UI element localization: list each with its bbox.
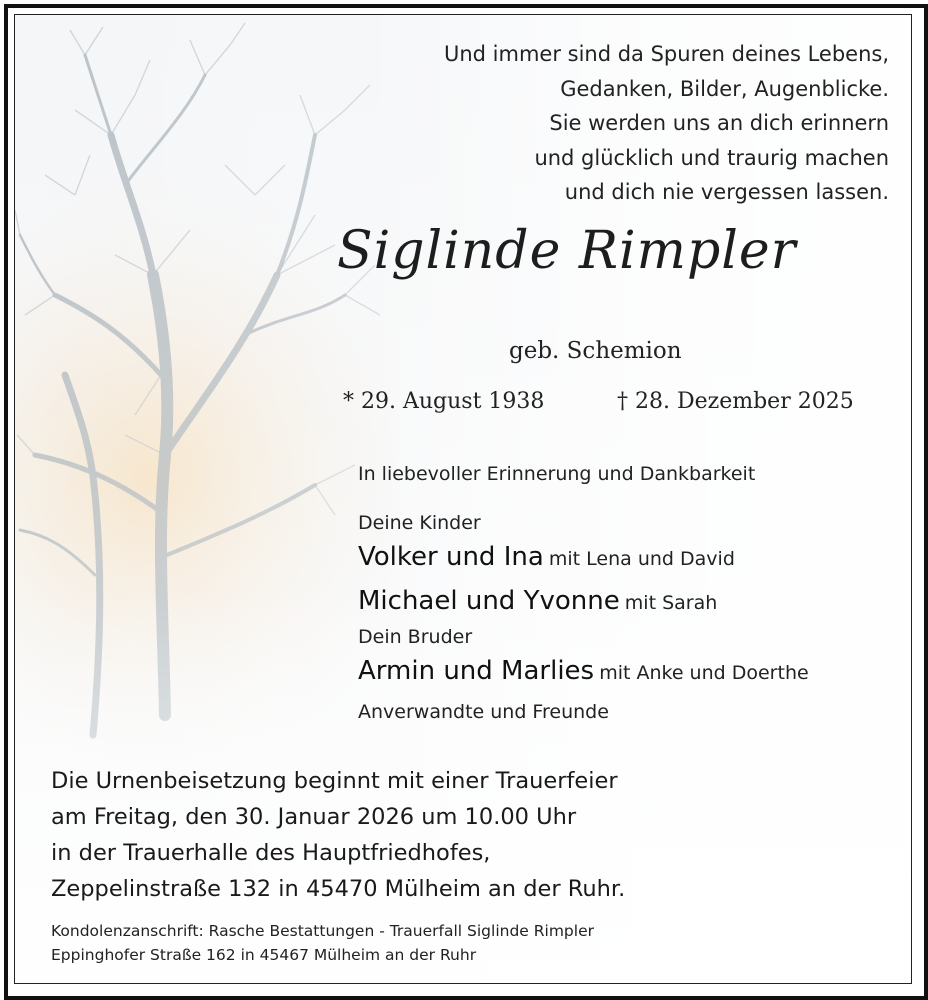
- family-entry: [358, 586, 717, 616]
- family-entry: [358, 656, 809, 686]
- ceremony-line: Zeppelinstraße 132 in 45470 Mülheim an der Ruhr.: [51, 876, 626, 902]
- family-with: mit Anke und Doerthe: [599, 662, 809, 684]
- condolence-line: Eppinghofer Straße 162 in 45467 Mülheim an der Ruhr: [51, 946, 477, 964]
- deceased-name: Siglinde Rimpler: [337, 221, 797, 281]
- ceremony-info: [51, 763, 625, 907]
- family-names: Volker und Ina: [358, 542, 544, 572]
- family-entry: [358, 542, 735, 572]
- family-names: Michael und Yvonne: [358, 586, 620, 616]
- brother-label: Dein Bruder: [358, 626, 473, 648]
- family-with: mit Sarah: [624, 592, 718, 614]
- children-label: Deine Kinder: [358, 512, 481, 534]
- poem-line: und glücklich und traurig machen: [534, 145, 889, 170]
- ceremony-line: am Freitag, den 30. Januar 2026 um 10.00 Uhr: [51, 804, 577, 830]
- ceremony-line: Die Urnenbeisetzung beginnt mit einer Trauerfeier: [51, 768, 618, 794]
- poem-line: Sie werden uns an dich erinnern: [549, 111, 889, 135]
- poem-line: Und immer sind da Spuren deines Lebens,: [443, 42, 889, 66]
- maiden-name: geb. Schemion: [509, 338, 682, 364]
- death-date: † 28. Dezember 2025: [617, 389, 854, 414]
- condolence-line: Kondolenzanschrift: Rasche Bestattungen - Trauerfall Siglinde Rimpler: [51, 922, 594, 940]
- family-with: mit Lena und David: [548, 548, 735, 570]
- ceremony-line: in der Trauerhalle des Hauptfriedhofes,: [51, 840, 491, 866]
- remembrance-line: In liebevoller Erinnerung und Dankbarkeit: [358, 463, 756, 485]
- poem-line: Gedanken, Bilder, Augenblicke.: [560, 76, 889, 101]
- condolence-address: [51, 919, 594, 967]
- obituary-card: [14, 14, 912, 984]
- birth-date: * 29. August 1938: [343, 389, 545, 414]
- poem: [369, 37, 889, 210]
- poem-line: und dich nie vergessen lassen.: [564, 180, 889, 204]
- relatives-label: Anverwandte und Freunde: [358, 701, 609, 723]
- family-names: Armin und Marlies: [358, 656, 595, 686]
